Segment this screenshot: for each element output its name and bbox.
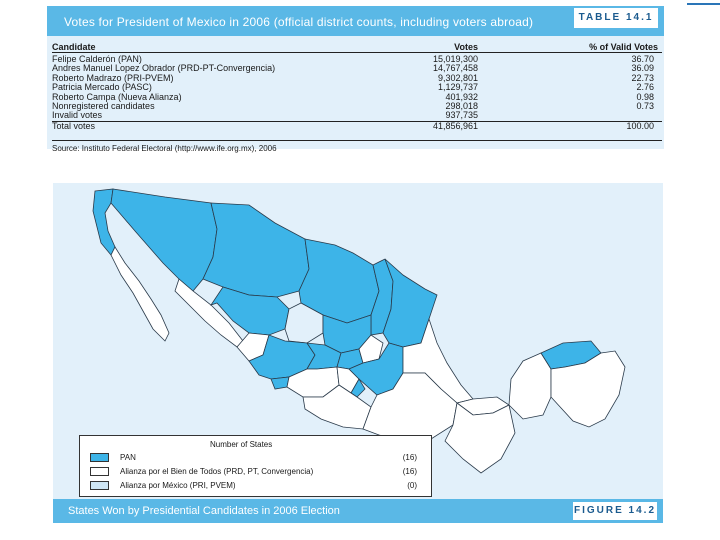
column-header-pct: % of Valid Votes <box>589 42 658 52</box>
votes-cell: 401,932 <box>445 91 478 102</box>
corner-accent-bar <box>687 3 720 5</box>
legend-item-pan <box>90 452 425 463</box>
table-row <box>52 102 662 111</box>
table-header-bar <box>47 6 664 36</box>
votes-cell: 14,767,458 <box>432 63 478 74</box>
legend-label: Alianza por el Bien de Todos (PRD, PT, Convergencia) <box>120 467 314 476</box>
legend-item-alianza-por-mexico <box>90 480 425 491</box>
votes-table-panel <box>47 6 664 153</box>
pct-cell: 0.98 <box>636 91 654 102</box>
map-legend <box>79 435 432 497</box>
candidate-cell: Roberto Madrazo (PRI-PVEM) <box>52 72 174 83</box>
table-number-label: TABLE 14.1 <box>574 8 658 28</box>
legend-swatch-alianza-bien-de-todos <box>90 467 109 476</box>
pct-cell: 36.09 <box>631 63 654 74</box>
table-source-note: Source: Instituto Federal Electoral (http://www.ife.org.mx), 2006 <box>52 144 277 153</box>
candidate-cell: Total votes <box>52 120 96 131</box>
candidate-cell: Andres Manuel Lopez Obrador (PRD-PT-Convergencia) <box>52 63 276 74</box>
votes-cell: 41,856,961 <box>432 120 478 131</box>
candidate-cell: Roberto Campa (Nueva Alianza) <box>52 91 182 102</box>
table-title: Votes for President of Mexico in 2006 (official district counts, including voters abroad) <box>64 15 534 29</box>
legend-swatch-pan <box>90 453 109 462</box>
votes-table <box>52 42 662 130</box>
candidate-cell: Invalid votes <box>52 110 103 121</box>
colima-state <box>271 377 289 389</box>
votes-cell: 1,129,737 <box>437 82 478 93</box>
legend-item-alianza-bien-de-todos <box>90 466 425 477</box>
candidate-cell: Felipe Calderón (PAN) <box>52 54 142 64</box>
votes-cell: 937,735 <box>445 110 478 121</box>
legend-count: (16) <box>402 467 417 476</box>
legend-count: (16) <box>402 453 417 462</box>
figure-caption-bar <box>53 499 663 523</box>
legend-label: Alianza por México (PRI, PVEM) <box>120 481 236 490</box>
chihuahua-state <box>203 203 309 297</box>
column-header-votes: Votes <box>454 42 478 52</box>
figure-caption: States Won by Presidential Candidates in 2006 Election <box>68 505 340 517</box>
pct-cell: 100.00 <box>626 120 654 131</box>
figure-number-label: FIGURE 14.2 <box>573 502 657 520</box>
votes-cell: 9,302,801 <box>437 72 478 83</box>
table-total-row <box>52 121 662 130</box>
legend-title: Number of States <box>210 440 273 449</box>
pct-cell: 0.73 <box>636 100 654 111</box>
pct-cell: 2.76 <box>636 82 654 93</box>
candidate-cell: Patricia Mercado (PASC) <box>52 82 152 93</box>
campeche-state <box>509 353 551 419</box>
pct-cell: 22.73 <box>631 72 654 83</box>
table-row <box>52 111 662 120</box>
baja-california-south-state <box>111 247 169 341</box>
column-header-candidate: Candidate <box>52 42 96 52</box>
legend-label: PAN <box>120 453 136 462</box>
votes-cell: 298,018 <box>445 100 478 111</box>
table-bottom-rule <box>52 140 662 141</box>
pct-cell: 36.70 <box>631 54 654 64</box>
legend-swatch-alianza-por-mexico <box>90 481 109 490</box>
votes-cell: 15,019,300 <box>432 54 478 64</box>
legend-count: (0) <box>407 481 417 490</box>
candidate-cell: Nonregistered candidates <box>52 100 155 111</box>
table-header-row <box>52 42 662 53</box>
